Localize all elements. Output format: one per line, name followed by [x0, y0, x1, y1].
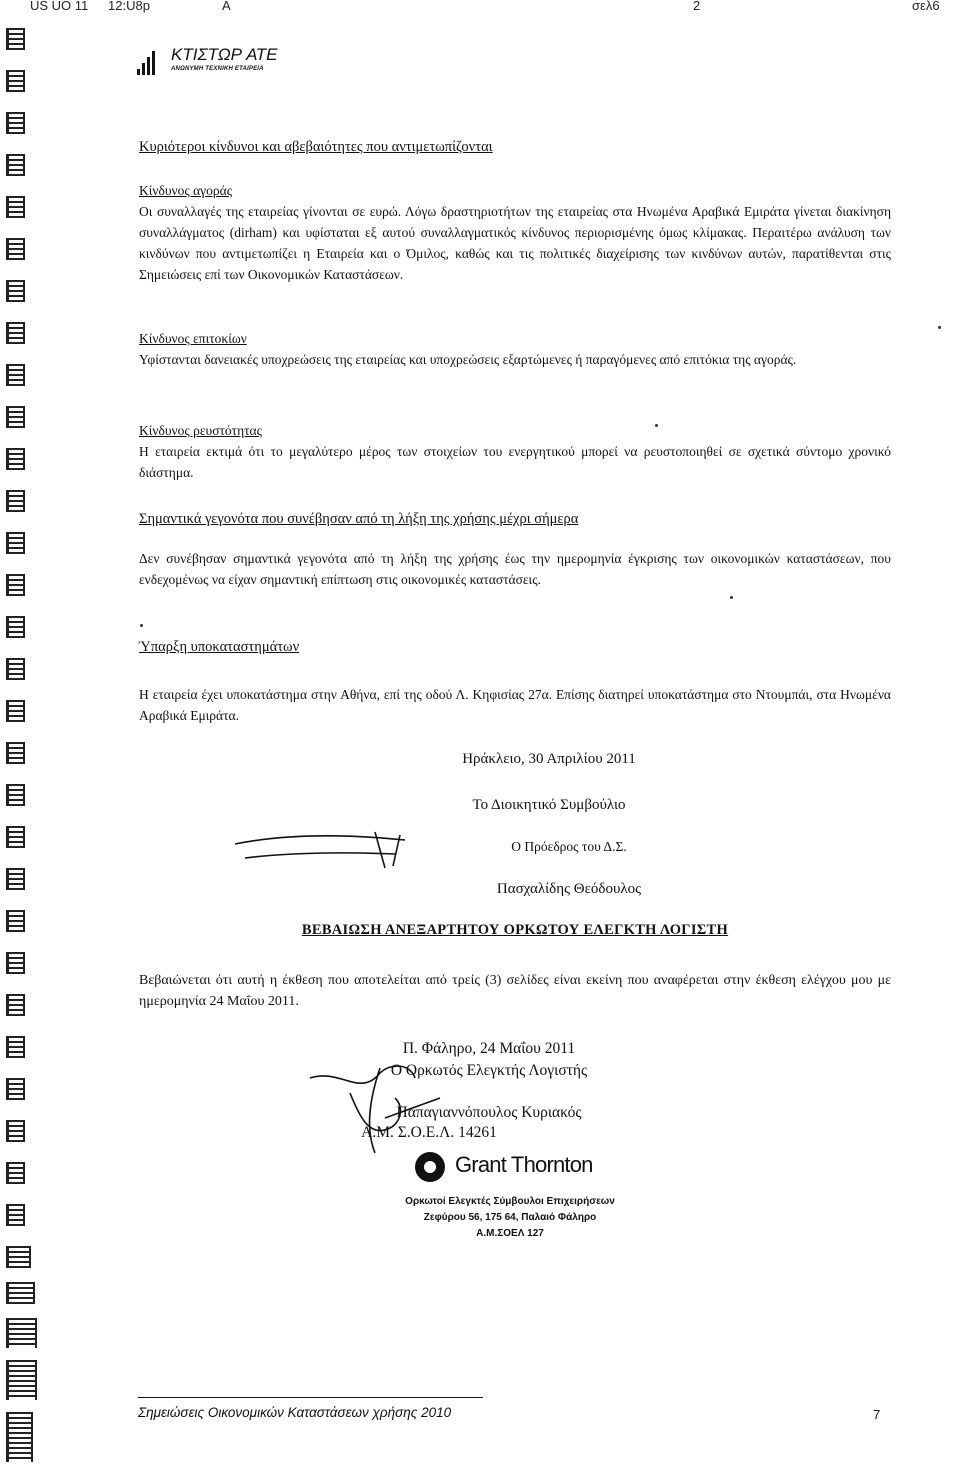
auditor-signature: [290, 1058, 450, 1158]
page-number: 7: [873, 1407, 881, 1422]
binding-mark: [6, 1162, 25, 1184]
risk-interest: [139, 328, 891, 370]
risk-text: Η εταιρεία εκτιμά ότι το μεγαλύτερο μέρος των στοιχείων του ενεργητικού μπορεί να ρευστοποιηθεί σε σχετικά σύντομο χρονικό διάστημα.: [139, 444, 891, 480]
binding-mark: [6, 1282, 35, 1304]
binding-mark: [6, 700, 25, 722]
fax-code: A: [222, 0, 231, 13]
auditor-name: Παπαγιαννόπουλος Κυριακός: [396, 1104, 582, 1121]
binding-mark: [6, 238, 25, 260]
binding-mark: [6, 994, 25, 1016]
scan-speck: [655, 424, 658, 427]
binding-mark: [6, 1036, 25, 1058]
binding-mark: [6, 70, 25, 92]
binding-mark: [6, 406, 25, 428]
binding-mark: [6, 532, 25, 554]
fax-time: 12:U8p: [108, 0, 150, 13]
section-title-events: Σημαντικά γεγονότα που συνέβησαν από τη λήξη της χρήσης μέχρι σήμερα: [139, 511, 579, 527]
stamp-firm: Grant Thornton: [455, 1152, 593, 1177]
logo-bars-icon: [137, 49, 159, 75]
binding-mark: [6, 658, 25, 680]
binding-mark: [6, 1412, 33, 1462]
binding-mark: [6, 154, 25, 176]
binding-mark: [6, 952, 25, 974]
binding-mark: [6, 364, 25, 386]
binding-mark: [6, 1078, 25, 1100]
risk-market: [139, 180, 891, 285]
fax-header: [0, 0, 960, 14]
stamp-line: Ζεφύρου 56, 175 64, Παλαιό Φάληρο: [423, 1212, 597, 1223]
section-title-risks: Κυριότεροι κίνδυνοι και αβεβαιότητες που αντιμετωπίζονται: [139, 139, 493, 155]
auditor-place-date: Π. Φάληρο, 24 Μαΐου 2011: [402, 1040, 576, 1057]
page-footer: [138, 1397, 898, 1427]
binding-mark: [6, 1360, 37, 1400]
binding-mark: [6, 448, 25, 470]
binding-mark: [6, 322, 25, 344]
binding-mark: [6, 280, 25, 302]
board-place-date: Ηράκλειο, 30 Απριλίου 2011: [462, 751, 636, 767]
certificate-title: ΒΕΒΑΙΩΣΗ ΑΝΕΞΑΡΤΗΤΟΥ ΟΡΚΩΤΟΥ ΕΛΕΓΚΤΗ ΛΟΓΙΣΤΗ: [301, 922, 729, 938]
company-subtitle: ΑΝΩΝΥΜΗ ΤΕΧΝΙΚΗ ΕΤΑΙΡΕΙΑ: [171, 66, 264, 72]
scan-speck: [938, 326, 941, 329]
auditor-role: Ο Ορκωτός Ελεγκτής Λογιστής: [390, 1062, 588, 1079]
scan-speck: [140, 624, 143, 627]
grant-thornton-icon: [415, 1152, 445, 1182]
company-name: ΚΤΙΣΤΩΡ ΑΤΕ: [171, 45, 278, 64]
certificate-text: Βεβαιώνεται ότι αυτή η έκθεση που αποτελείται από τρείς (3) σελίδες είναι εκείνη που αναφέρεται στην έκθεση ελέγχου μου με ημερομηνία 24 Μαΐου 2011.: [139, 973, 891, 1009]
board-signature: [225, 830, 415, 870]
binding-mark: [6, 196, 25, 218]
stamp-line: Α.Μ.ΣΟΕΛ 127: [476, 1228, 544, 1239]
risk-heading: Κίνδυνος ρευστότητας: [139, 423, 262, 438]
stamp-details: [380, 1194, 640, 1242]
binding-mark: [6, 616, 25, 638]
binding-strip: [0, 20, 34, 1468]
binding-mark: [6, 868, 25, 890]
branches-text: Η εταιρεία έχει υποκατάστημα στην Αθήνα, επί της οδού Λ. Κηφισίας 27α. Επίσης διατηρεί υποκατάστημα στο Ντουμπάι, στα Ηνωμένα Αραβικά Εμιράτα.: [139, 687, 891, 723]
risk-heading: Κίνδυνος αγοράς: [139, 183, 233, 198]
risk-text: Οι συναλλαγές της εταιρείας γίνονται σε ευρώ. Λόγω δραστηριοτήτων της εταιρείας στα Ηνωμένα Αραβικά Εμιράτα γίνεται διακίνηση συναλλάγματος (dirham) και υφίσταται εξ αυτού συναλλαγματικός κίνδυνος περιορισμένης όμως κλίμακας. Περαιτέρω ανάλυση των κινδύνων που αντιμετωπίζει η Εταιρεία και ο Όμιλος, καθώς και τις πολιτικές διαχείρισης των κινδύνων αυτών, παρατίθενται στις Σημειώσεις επί των Οικονομικών Καταστάσεων.: [139, 204, 891, 282]
fax-date: US UO 11: [30, 0, 89, 13]
binding-mark: [6, 784, 25, 806]
scan-speck: [730, 596, 733, 599]
grant-thornton-logo: [415, 1150, 615, 1184]
binding-mark: [6, 28, 25, 50]
board-role: Ο Πρόεδρος του Δ.Σ.: [511, 839, 627, 854]
binding-mark: [6, 112, 25, 134]
board-name: Πασχαλίδης Θεόδουλος: [496, 881, 642, 897]
binding-mark: [6, 1318, 37, 1348]
section-title-branches: Ύπαρξη υποκαταστημάτων: [139, 639, 300, 655]
binding-mark: [6, 910, 25, 932]
risk-heading: Κίνδυνος επιτοκίων: [139, 331, 247, 346]
footer-rule: [138, 1397, 483, 1398]
binding-mark: [6, 826, 25, 848]
risk-text: Υφίστανται δανειακές υποχρεώσεις της εταιρείας και υποχρεώσεις εξαρτώμενες ή παραγόμενες από επιτόκια της αγοράς.: [139, 352, 797, 367]
binding-mark: [6, 1120, 25, 1142]
auditor-registry: Α.Μ. Σ.Ο.Ε.Λ. 14261: [361, 1124, 497, 1141]
fax-code-right: σελ6: [912, 0, 940, 13]
binding-mark: [6, 1204, 25, 1226]
binding-mark: [6, 490, 25, 512]
binding-mark: [6, 1246, 31, 1268]
events-text: Δεν συνέβησαν σημαντικά γεγονότα από τη λήξη της χρήσης έως την ημερομηνία έγκρισης των οικονομικών καταστάσεων, που ενδεχομένως να είχαν σημαντική επίπτωση στις οικονομικές καταστάσεις.: [139, 551, 891, 587]
binding-mark: [6, 742, 25, 764]
risk-liquidity: [139, 420, 891, 483]
board-body: Το Διοικητικό Συμβούλιο: [472, 797, 626, 813]
fax-page: 2: [693, 0, 701, 13]
binding-mark: [6, 574, 25, 596]
footer-text: Σημειώσεις Οικονομικών Καταστάσεων χρήσης 2010: [138, 1405, 452, 1420]
stamp-line: Ορκωτοί Ελεγκτές Σύμβουλοι Επιχειρήσεων: [405, 1196, 615, 1207]
